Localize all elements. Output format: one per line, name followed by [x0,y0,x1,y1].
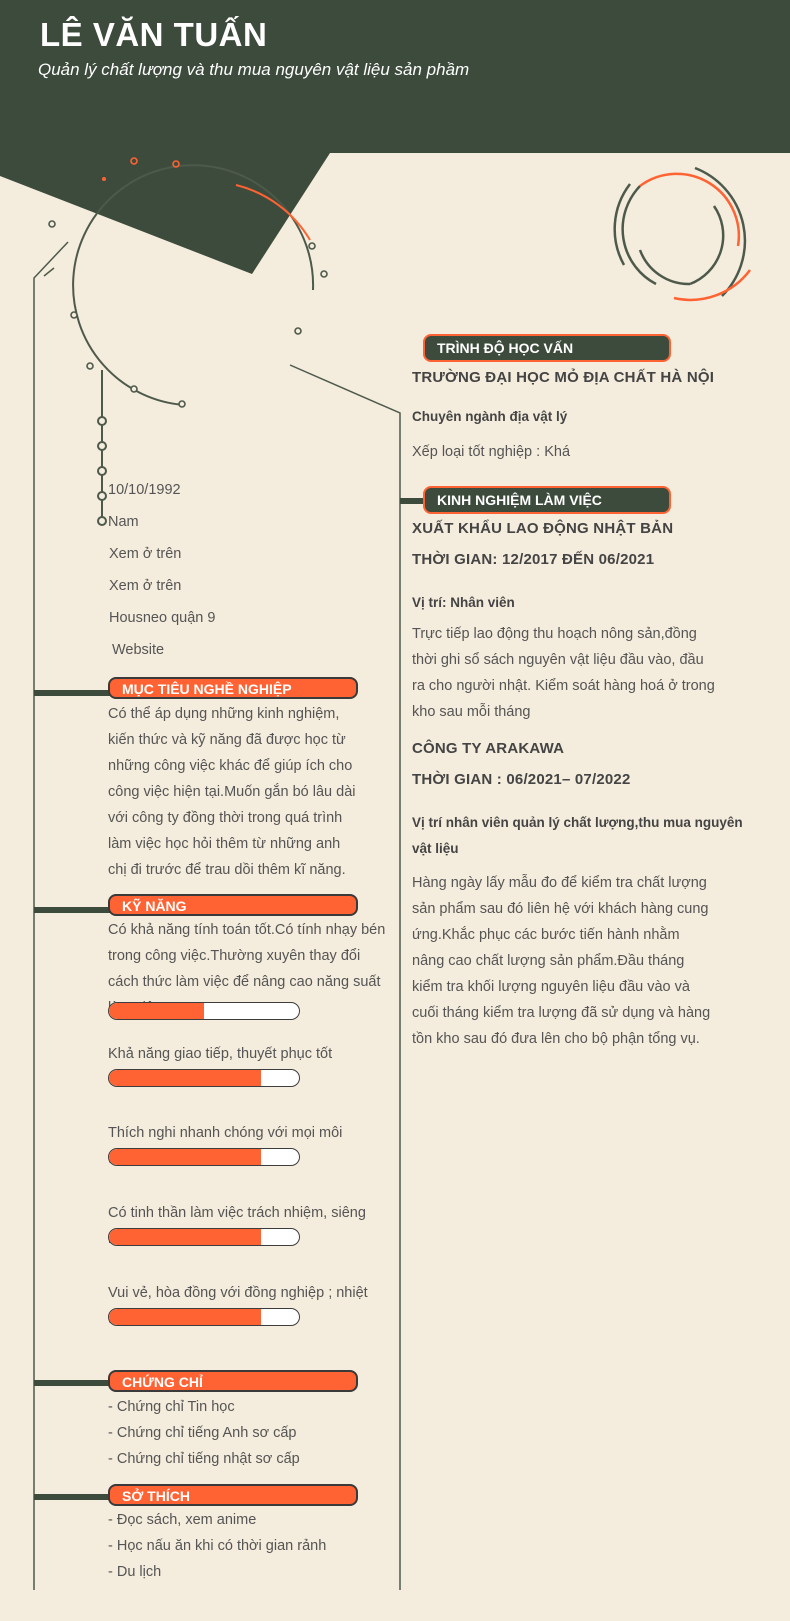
skill-line: Có khả năng tính toán tốt.Có tính nhạy bén [108,922,386,938]
objective-line: những công việc khác để giúp ích cho [108,758,353,774]
skill-level-fill [109,1149,261,1165]
job-description [412,870,710,1052]
skill-level-bar [108,1002,300,1020]
job-position [412,810,743,862]
objective-line: với công ty đồng thời trong quá trình [108,810,343,826]
objective-line: kiến thức và kỹ năng đã được học từ [108,732,346,748]
skill-line: Khả năng giao tiếp, thuyết phục tốt [108,1046,333,1062]
hobbies-heading: SỞ THÍCH [108,1484,358,1506]
education-heading: TRÌNH ĐỘ HỌC VẤN [423,334,671,362]
hobby-item: - Du lịch [108,1564,162,1580]
job-position-line: Vị trí nhân viên quản lý chất lượng,thu mua nguyên [412,815,743,830]
skill-line: Có tinh thần làm việc trách nhiệm, siêng [108,1205,366,1221]
objective-line: làm việc học hỏi thêm từ những anh [108,836,341,852]
corner-arcs [615,168,750,300]
certificate-item: - Chứng chỉ tiếng nhật sơ cấp [108,1451,300,1467]
skill-level-fill [109,1229,261,1245]
job-position-line: vật liệu [412,841,459,856]
objective-text [108,701,355,883]
skills-heading: KỸ NĂNG [108,894,358,916]
job-position-line: Vị trí: Nhân viên [412,595,515,610]
employment-period: THỜI GIAN : 06/2021– 07/2022 [412,771,631,788]
certificates-heading: CHỨNG CHỈ [108,1370,358,1392]
major: Chuyên ngành địa vật lý [412,409,568,424]
job-description-line: kiểm tra khối lượng nguyên liệu đầu vào và [412,979,690,995]
job-description-line: nâng cao chất lượng sản phẩm.Đầu tháng [412,953,685,969]
job-description-line: sản phẩm sau đó liên hệ với khách hàng cung [412,901,709,917]
employment-period: THỜI GIAN: 12/2017 ĐẾN 06/2021 [412,551,655,568]
job-description-line: tồn kho sau đó đưa lên cho bộ phận tổng vụ. [412,1031,700,1047]
company-name: XUẤT KHẨU LAO ĐỘNG NHẬT BẢN [412,520,674,537]
left-guide-line [34,242,68,1590]
skill-level-bar [108,1148,300,1166]
job-description [412,621,715,725]
job-description-line: Hàng ngày lấy mẫu đo để kiểm tra chất lượng [412,875,707,891]
experience-heading: KINH NGHIỆM LÀM VIỆC [423,486,671,514]
objective-line: Có thể áp dụng những kinh nghiệm, [108,706,340,722]
phone: Xem ở trên [109,546,182,562]
job-description-line: Trực tiếp lao động thu hoạch nông sản,đồng [412,626,697,642]
job-description-line: cuối tháng kiểm tra lượng đã sử dụng và hàng [412,1005,711,1021]
birthdate: 10/10/1992 [108,482,181,498]
objective-heading: MỤC TIÊU NGHỀ NGHIỆP [108,677,358,699]
website-link[interactable]: Website [112,642,165,658]
address: Housneo quận 9 [109,610,216,626]
job-position [412,590,515,616]
certificate-item: - Chứng chỉ Tin học [108,1399,235,1415]
hobby-item: - Học nấu ăn khi có thời gian rảnh [108,1538,327,1554]
skill-level-fill [109,1070,261,1086]
job-description-line: ứng.Khắc phục các bước tiến hành nhằm [412,927,680,943]
skill-level-bar [108,1069,300,1087]
objective-line: chị đi trước để trau dồi thêm kĩ năng. [108,862,346,878]
job-title: Quản lý chất lượng và thu mua nguyên vật liệu sản phầm [38,60,470,79]
objective-line: công việc hiện tại.Muốn gắn bó lâu dài [108,784,356,800]
skill-description [108,1041,332,1067]
skill-line: Vui vẻ, hòa đồng với đồng nghiệp ; nhiệt [108,1285,368,1301]
skill-line: Thích nghi nhanh chóng với mọi môi [108,1125,343,1141]
candidate-name: LÊ VĂN TUẤN [40,16,268,53]
job-description-line: ra cho người nhật. Kiểm soát hàng hoá ở trong [412,678,715,694]
skill-level-bar [108,1308,300,1326]
job-description-line: thời ghi sổ sách nguyên vật liệu đầu vào, đầu [412,652,704,668]
skill-level-bar [108,1228,300,1246]
grade: Xếp loại tốt nghiệp : Khá [412,444,571,460]
gender: Nam [108,514,139,530]
skill-line: trong công việc.Thường xuyên thay đổi [108,948,361,964]
hobby-item: - Đọc sách, xem anime [108,1512,257,1528]
skill-line: cách thức làm việc để nâng cao năng suất [108,974,381,990]
company-name: CÔNG TY ARAKAWA [412,740,565,757]
email: Xem ở trên [109,578,182,594]
job-description-line: kho sau mỗi tháng [412,704,531,720]
skill-level-fill [109,1309,261,1325]
school-name: TRƯỜNG ĐẠI HỌC MỎ ĐỊA CHẤT HÀ NỘI [412,369,715,386]
skill-level-fill [109,1003,204,1019]
certificate-item: - Chứng chỉ tiếng Anh sơ cấp [108,1425,297,1441]
